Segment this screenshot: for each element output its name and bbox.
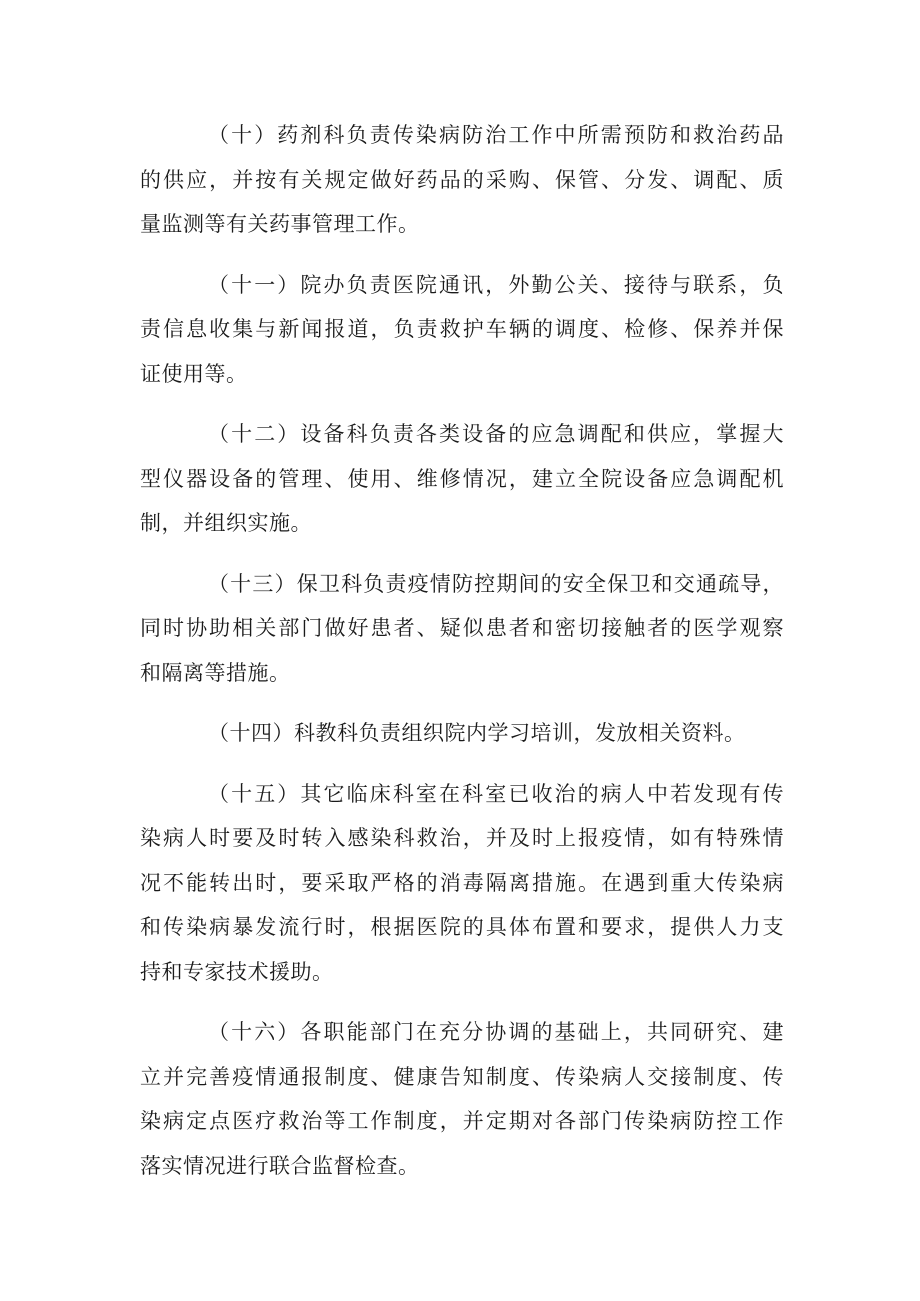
paragraph-line: 的供应，并按有关规定做好药品的采购、保管、分发、调配、质 [140,167,784,192]
paragraph [140,711,784,756]
paragraph-line: （十六）各职能部门在充分协调的基础上，共同研究、建 [208,1020,784,1044]
paragraph-line: （十五）其它临床科室在科室已收治的病人中若发现有传 [208,781,784,806]
paragraph-line: 持和专家技术援助。 [140,959,334,984]
paragraph-line: （十）药剂科负责传染病防治工作中所需预防和救治药品 [208,123,784,147]
document-body [140,113,784,1204]
paragraph-line: 染病人时要及时转入感染科救治，并及时上报疫情，如有特殊情 [140,826,784,850]
paragraph-line: 和隔离等措施。 [140,660,291,685]
paragraph [140,263,784,397]
paragraph [140,772,784,995]
paragraph-line: （十一）院办负责医院通讯，外勤公关、接待与联系，负 [208,272,784,297]
paragraph-line: 制，并组织实施。 [140,511,312,535]
paragraph-line: 证使用等。 [140,361,248,386]
paragraph-line: 量监测等有关药事管理工作。 [140,212,420,236]
paragraph-line: 染病定点医疗救治等工作制度，并定期对各部门传染病防控工作 [140,1109,784,1133]
paragraph-line: 责信息收集与新闻报道，负责救护车辆的调度、检修、保养并保 [140,317,784,341]
paragraph [140,412,784,546]
paragraph [140,1010,784,1188]
paragraph-line: 型仪器设备的管理、使用、维修情况，建立全院设备应急调配机 [140,466,784,491]
paragraph [140,113,784,247]
paragraph-line: 和传染病暴发流行时，根据医院的具体布置和要求，提供人力支 [140,915,784,939]
paragraph-line: 落实情况进行联合监督检查。 [140,1153,420,1178]
paragraph-line: （十二）设备科负责各类设备的应急调配和供应，掌握大 [208,422,784,446]
paragraph-line: 况不能转出时，要采取严格的消毒隔离措施。在遇到重大传染病 [140,870,784,895]
paragraph-line: 立并完善疫情通报制度、健康告知制度、传染病人交接制度、传 [140,1064,784,1089]
paragraph [140,562,784,696]
paragraph-line: 同时协助相关部门做好患者、疑似患者和密切接触者的医学观察 [140,616,784,640]
paragraph-line: （十四）科教科负责组织院内学习培训，发放相关资料。 [208,721,746,745]
paragraph-line: （十三）保卫科负责疫情防控期间的安全保卫和交通疏导， [208,571,784,596]
